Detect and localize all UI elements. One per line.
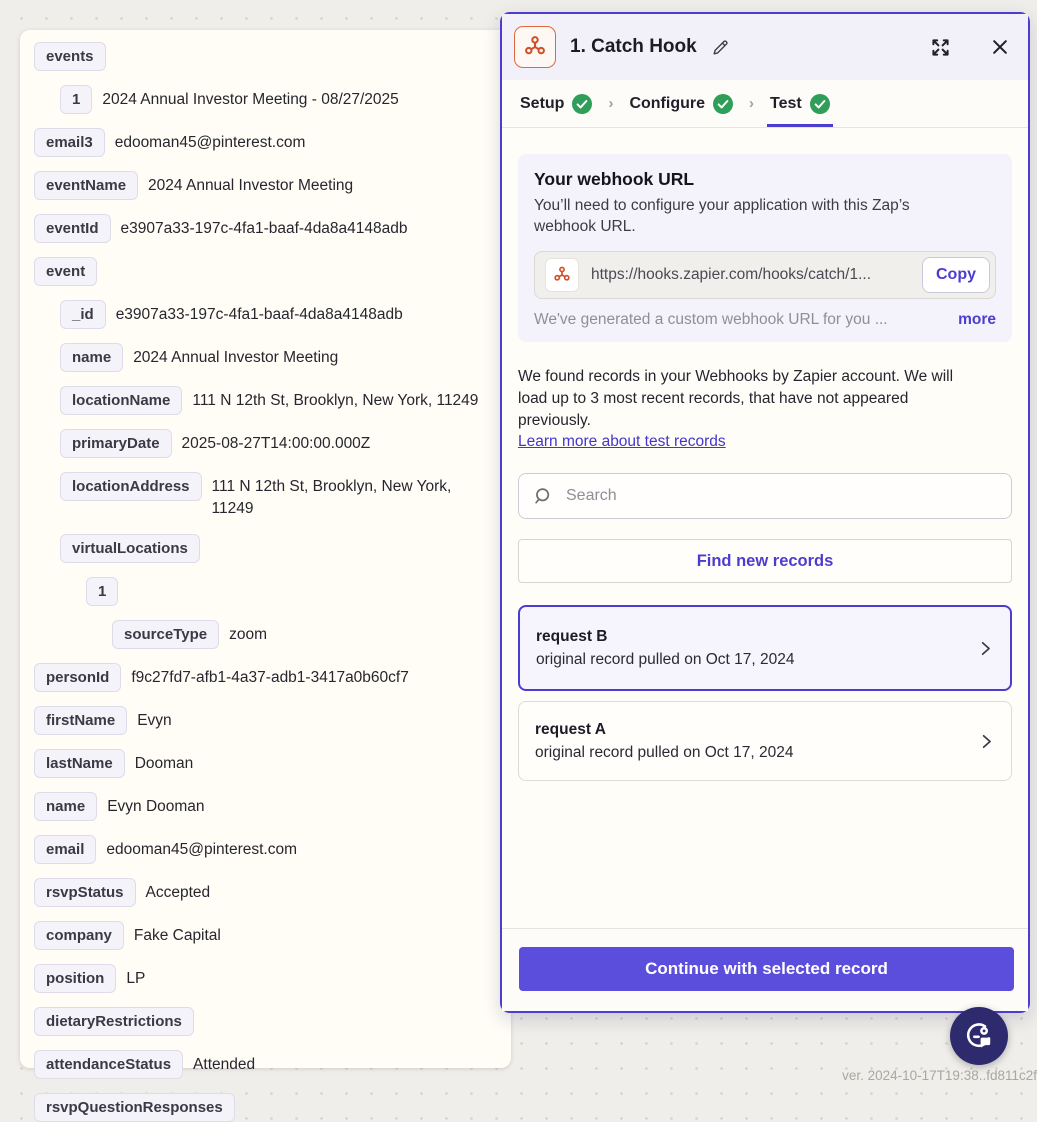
data-row: [34, 1050, 493, 1079]
webhook-url-text: https://hooks.zapier.com/hooks/catch/1...: [591, 266, 872, 283]
data-row: [34, 1007, 493, 1036]
data-row: [34, 964, 493, 993]
step-header: [502, 14, 1028, 80]
copy-url-button[interactable]: Copy: [922, 257, 990, 293]
webhook-card-footer: [534, 311, 996, 329]
data-row: [34, 663, 493, 692]
step-title: 1. Catch Hook: [570, 36, 697, 57]
field-key-pill: position: [34, 964, 116, 993]
data-row: [60, 472, 493, 520]
check-circle-icon: [572, 94, 592, 114]
tab-label: Setup: [520, 94, 565, 112]
data-row: [60, 429, 493, 458]
data-row: [34, 792, 493, 821]
chevron-right-icon: ›: [749, 95, 754, 112]
find-new-records-button[interactable]: Find new records: [518, 539, 1012, 583]
edit-title-button[interactable]: [711, 38, 730, 57]
field-value: zoom: [229, 626, 267, 643]
data-row: [60, 300, 493, 329]
field-key-pill: attendanceStatus: [34, 1050, 183, 1079]
field-key-pill: eventId: [34, 214, 111, 243]
field-value: e3907a33-197c-4fa1-baaf-4da8a4148adb: [115, 306, 403, 323]
field-value: 111 N 12th St, Brooklyn, New York, 11249: [211, 478, 452, 517]
test-tab-content: [502, 128, 1028, 928]
webhook-icon: [522, 34, 548, 60]
field-key-pill: event: [34, 257, 97, 286]
tab-test[interactable]: [770, 80, 830, 127]
webhooks-app-icon: [514, 26, 556, 68]
more-link[interactable]: more: [958, 311, 996, 328]
webhook-data-panel: [20, 30, 511, 1116]
webhook-mini-icon-box: [545, 258, 579, 292]
field-key-pill: lastName: [34, 749, 125, 778]
data-row: [112, 620, 493, 649]
field-value: f9c27fd7-afb1-4a37-adb1-3417a0b60cf7: [131, 669, 409, 686]
record-search-box: [518, 473, 1012, 519]
field-key-pill: events: [34, 42, 106, 71]
data-row: [34, 214, 493, 243]
check-circle-icon: [810, 94, 830, 114]
field-value: Evyn: [137, 712, 172, 729]
close-panel-button[interactable]: [990, 37, 1010, 57]
field-key-pill: company: [34, 921, 124, 950]
records-intro-text: We found records in your Webhooks by Zapier account. We will load up to 3 most recent records, that have not appeared previously.: [518, 368, 954, 429]
field-key-pill: primaryDate: [60, 429, 172, 458]
record-subtitle: original record pulled on Oct 17, 2024: [535, 743, 794, 761]
data-row: [34, 257, 493, 286]
key-value-list: [34, 42, 493, 1122]
field-key-pill: name: [60, 343, 123, 372]
data-row: [34, 128, 493, 157]
field-key-pill: name: [34, 792, 97, 821]
webhook-url-card: [518, 154, 1012, 342]
field-key-pill: eventName: [34, 171, 138, 200]
field-value: e3907a33-197c-4fa1-baaf-4da8a4148adb: [120, 220, 408, 237]
data-row: [34, 1093, 493, 1122]
webhook-url-field: [534, 251, 996, 299]
tab-label: Test: [770, 94, 802, 112]
field-key-pill: _id: [60, 300, 106, 329]
field-key-pill: rsvpQuestionResponses: [34, 1093, 235, 1122]
field-key-pill: rsvpStatus: [34, 878, 136, 907]
field-value: Fake Capital: [133, 927, 221, 944]
data-row: [34, 921, 493, 950]
field-value: 2024 Annual Investor Meeting - 08/27/2025: [102, 91, 399, 108]
field-value: Attended: [193, 1056, 256, 1073]
pencil-icon: [711, 38, 730, 57]
chevron-right-icon: [978, 733, 995, 750]
data-row: [34, 171, 493, 200]
learn-more-link[interactable]: Learn more about test records: [518, 433, 726, 450]
check-circle-icon: [713, 94, 733, 114]
data-row: [34, 706, 493, 735]
chevron-right-icon: [977, 640, 994, 657]
record-item-request-b[interactable]: [518, 605, 1012, 691]
field-key-pill: email: [34, 835, 96, 864]
field-key-pill: virtualLocations: [60, 534, 200, 563]
field-key-pill: firstName: [34, 706, 127, 735]
data-row: [60, 85, 493, 114]
webhook-icon: [552, 265, 572, 285]
data-row: [60, 343, 493, 372]
field-key-pill: 1: [86, 577, 118, 606]
record-info: [536, 628, 977, 669]
tab-label: Configure: [629, 94, 705, 112]
search-input[interactable]: [566, 487, 997, 505]
field-value: edooman45@pinterest.com: [114, 134, 306, 151]
field-value: 2024 Annual Investor Meeting: [133, 349, 339, 366]
support-chat-icon: [963, 1020, 995, 1052]
catch-hook-step-panel: [500, 12, 1030, 1013]
field-value: 111 N 12th St, Brooklyn, New York, 11249: [192, 392, 479, 409]
expand-panel-button[interactable]: [929, 36, 952, 59]
record-title: request B: [536, 627, 608, 645]
help-support-button[interactable]: [950, 1007, 1008, 1065]
tab-setup[interactable]: [520, 80, 592, 127]
step-footer: [502, 928, 1028, 1011]
data-row: [86, 577, 493, 606]
record-subtitle: original record pulled on Oct 17, 2024: [536, 650, 795, 668]
field-key-pill: locationName: [60, 386, 182, 415]
continue-with-selected-record-button[interactable]: Continue with selected record: [519, 947, 1014, 991]
step-tabs: [502, 80, 1028, 128]
tab-configure[interactable]: [629, 80, 733, 127]
data-row: [34, 749, 493, 778]
data-row: [60, 386, 493, 415]
field-value: 2024 Annual Investor Meeting: [148, 177, 354, 194]
field-value: 2025-08-27T14:00:00.000Z: [181, 435, 371, 452]
field-key-pill: dietaryRestrictions: [34, 1007, 194, 1036]
record-title: request A: [535, 720, 606, 738]
webhook-footnote: We've generated a custom webhook URL for you ...: [534, 311, 888, 328]
data-row: [60, 534, 493, 563]
field-key-pill: sourceType: [112, 620, 219, 649]
field-value: LP: [126, 970, 146, 987]
record-info: [535, 721, 978, 762]
webhook-card-description: You’ll need to configure your application with this Zap’s webhook URL.: [534, 197, 910, 235]
expand-icon: [929, 36, 952, 59]
data-row: [34, 878, 493, 907]
close-icon: [990, 37, 1010, 57]
data-row: [34, 42, 493, 71]
search-icon: [533, 486, 554, 507]
field-value: Evyn Dooman: [107, 798, 205, 815]
field-value: edooman45@pinterest.com: [106, 841, 298, 858]
data-row: [34, 835, 493, 864]
field-key-pill: locationAddress: [60, 472, 202, 501]
field-key-pill: personId: [34, 663, 121, 692]
chevron-right-icon: ›: [608, 95, 614, 112]
field-value: Dooman: [134, 755, 194, 772]
field-key-pill: email3: [34, 128, 105, 157]
record-item-request-a[interactable]: [518, 701, 1012, 781]
field-value: Accepted: [145, 884, 211, 901]
field-key-pill: 1: [60, 85, 92, 114]
webhook-card-title: Your webhook URL: [534, 169, 695, 189]
editor-version-text: ver. 2024-10-17T19:38..fd811c2f: [842, 1068, 1037, 1083]
